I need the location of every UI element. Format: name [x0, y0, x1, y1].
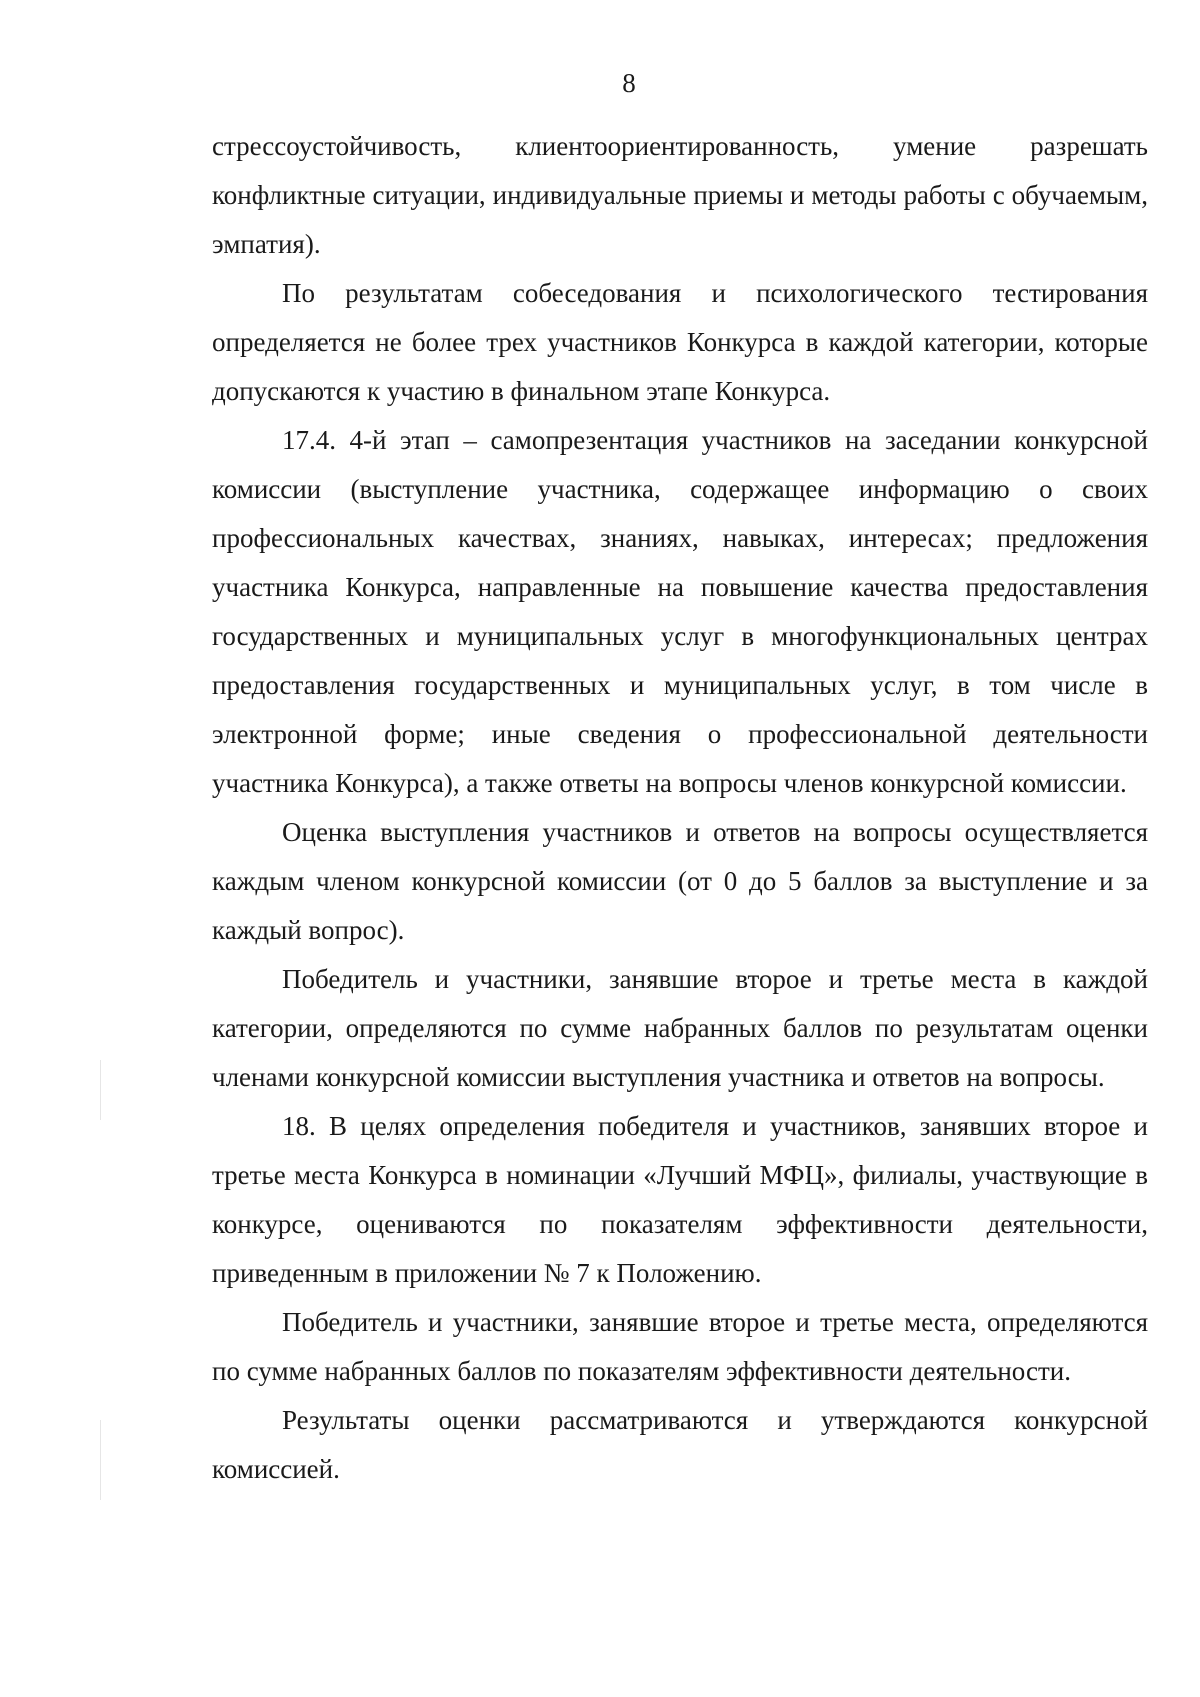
scan-edge-mark — [100, 1060, 101, 1120]
page-number: 8 — [622, 68, 636, 98]
paragraph: Оценка выступления участников и ответов на вопросы осуществляется каждым членом конкурсной комиссии (от 0 до 5 баллов за выступление и за каждый вопрос). — [212, 817, 1148, 945]
paragraph: 17.4. 4-й этап – самопрезентация участников на заседании конкурсной комиссии (выступление участника, содержащее информацию о своих профессиональных качествах, знаниях, навыках, интересах; предложения участника Конкурса, направленные на повышение качества предоставления государственных и муниципальных услуг в многофункциональных центрах предоставления государственных и муниципальных услуг, в том числе в электронной форме; иные сведения о профессиональной деятельности участника Конкурса), а также ответы на вопросы членов конкурсной комиссии. — [212, 425, 1148, 798]
paragraph: Победитель и участники, занявшие второе и третье места, определяются по сумме набранных баллов по показателям эффективности деятельности. — [212, 1307, 1148, 1386]
paragraph: стрессоустойчивость, клиентоориентированность, умение разрешать конфликтные ситуации, индивидуальные приемы и методы работы с обучаемым, эмпатия). — [212, 131, 1148, 259]
paragraph: Победитель и участники, занявшие второе и третье места в каждой категории, определяются по сумме набранных баллов по результатам оценки членами конкурсной комиссии выступления участника и ответов на вопросы. — [212, 964, 1148, 1092]
paragraph: Результаты оценки рассматриваются и утверждаются конкурсной комиссией. — [212, 1405, 1148, 1484]
scan-edge-mark — [100, 1420, 101, 1500]
document-body — [212, 122, 1148, 1494]
paragraph: 18. В целях определения победителя и участников, занявших второе и третье места Конкурса в номинации «Лучший МФЦ», филиалы, участвующие в конкурсе, оцениваются по показателям эффективности деятельности, приведенным в приложении № 7 к Положению. — [212, 1111, 1148, 1288]
paragraph: По результатам собеседования и психологического тестирования определяется не более трех участников Конкурса в каждой категории, которые допускаются к участию в финальном этапе Конкурса. — [212, 278, 1148, 406]
